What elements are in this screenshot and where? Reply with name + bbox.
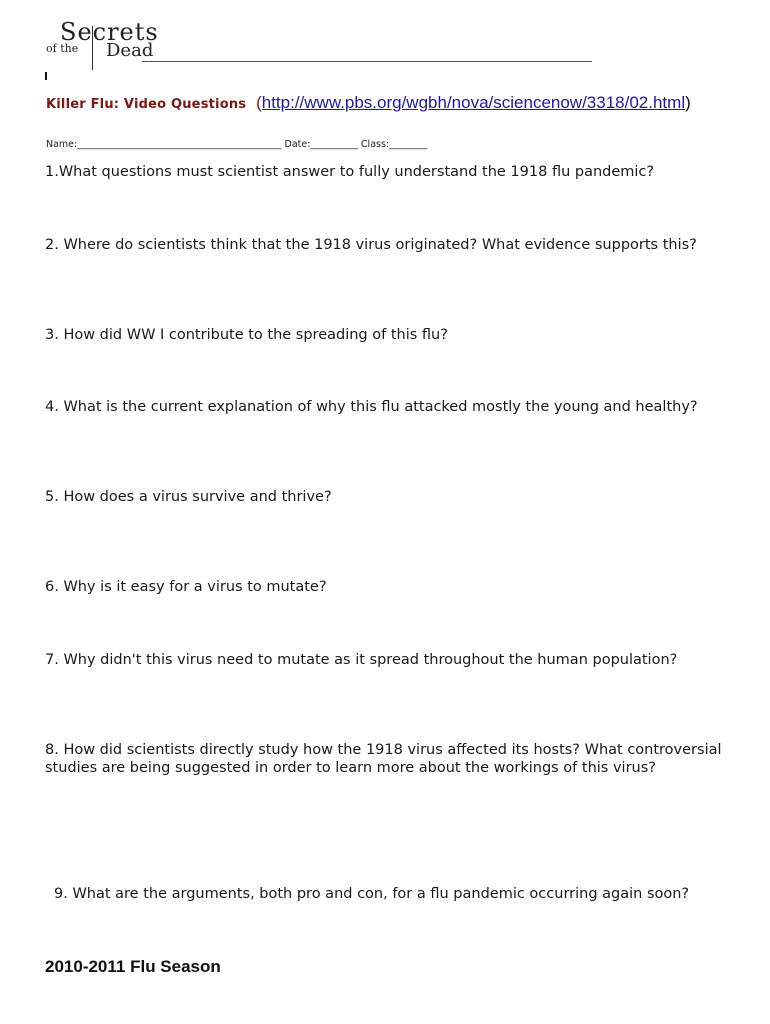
question-1: 1.What questions must scientist answer to fully understand the 1918 flu pandemic? (45, 164, 655, 180)
title-line (46, 93, 691, 113)
question-3: 3. How did WW I contribute to the spreading of this flu? (45, 327, 448, 343)
question-5: 5. How does a virus survive and thrive? (45, 489, 332, 505)
open-paren: ( (251, 93, 262, 112)
question-2: 2. Where do scientists think that the 1918 virus originated? What evidence supports this? (45, 237, 697, 253)
question-6: 6. Why is it easy for a virus to mutate? (45, 579, 327, 595)
question-9: 9. What are the arguments, both pro and con, for a flu pandemic occurring again soon? (54, 886, 690, 902)
margin-mark (45, 72, 47, 80)
question-7: 7. Why didn't this virus need to mutate as it spread throughout the human population? (45, 652, 678, 668)
question-4: 4. What is the current explanation of why this flu attacked mostly the young and healthy? (45, 399, 698, 415)
worksheet-title: Killer Flu: Video Questions (46, 97, 247, 112)
secrets-of-the-dead-logo (46, 18, 166, 70)
logo-text-dead: Dead (106, 40, 154, 61)
close-paren: ) (685, 93, 691, 112)
name-date-class-line: Name:___________________________________________ Date:__________ Class:________ (46, 139, 428, 150)
logo-text-secrets: Secrets (60, 18, 159, 46)
question-8: 8. How did scientists directly study how the 1918 virus affected its hosts? What controversial studies are being suggested in order to learn more about the workings of this virus? (45, 742, 722, 776)
video-link[interactable]: http://www.pbs.org/wgbh/nova/sciencenow/3318/02.html (261, 93, 686, 112)
logo-text-of-the: of the (46, 42, 79, 55)
flu-season-heading: 2010-2011 Flu Season (45, 957, 221, 976)
header-rule (142, 61, 592, 62)
